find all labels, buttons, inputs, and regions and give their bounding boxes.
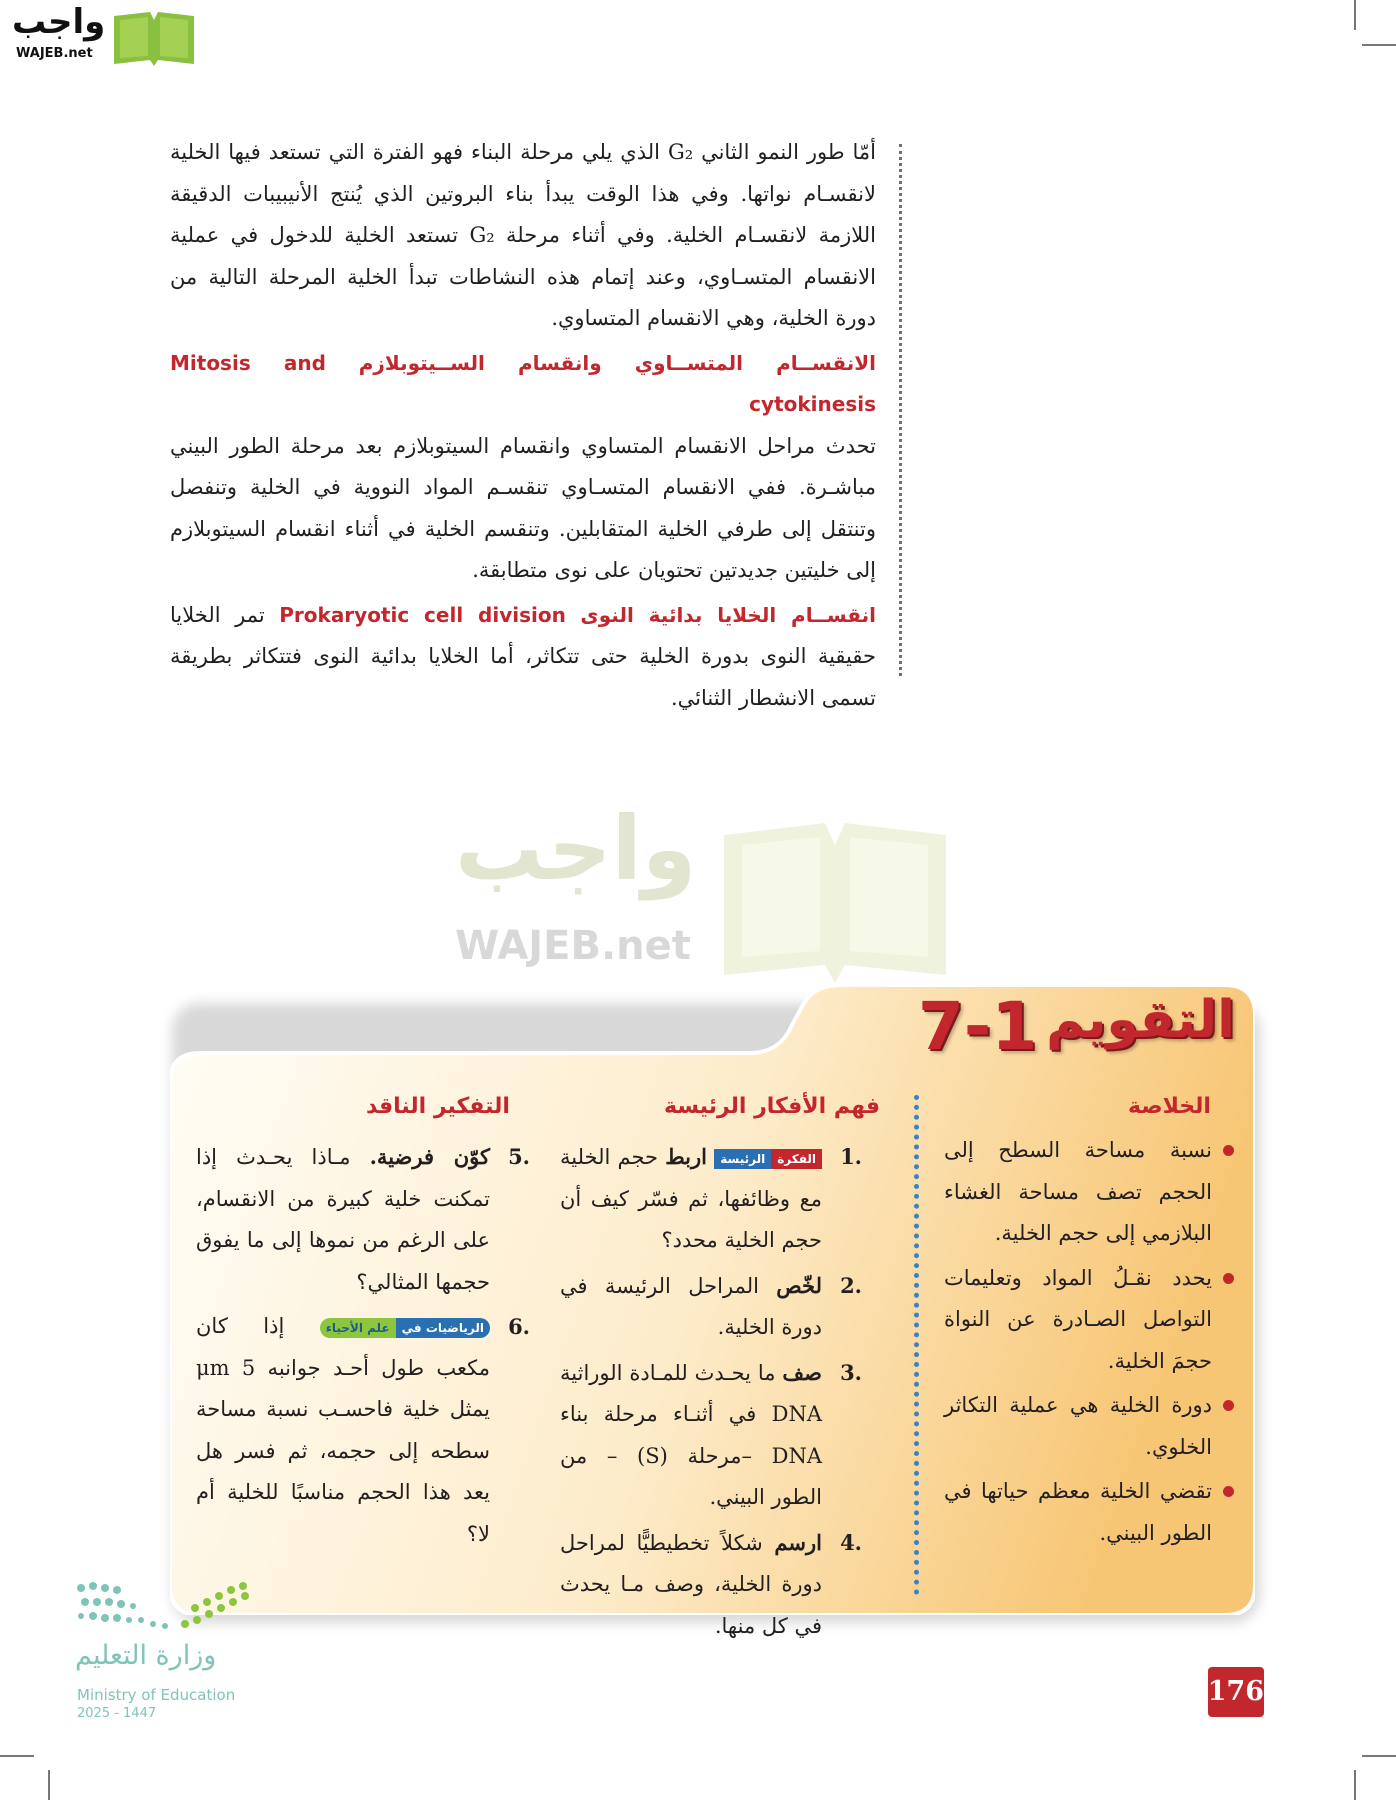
crop-mark [48,1770,50,1800]
badge-math: الرياضيات في [396,1318,490,1338]
mitosis-body: تحدث مراحل الانقسام المتساوي وانقسام السيتوبلازم بعد مرحلة الطور البيني مباشـرة. ففي الانقسام المتسـاوي تنقسـم المواد النووية في الخلية وتنفصل وتنتقل إلى طرفي الخلية المتقابلين. وتنقسم الخلية في أثناء انقسام السيتوبلازم إلى خليتين جديدتين تحتويان على نوى متطابقة. [170,433,876,582]
summary-list [944,1130,1232,1557]
crop-mark [0,1755,34,1757]
crop-mark [1354,0,1356,30]
wajeb-logo-english: WAJEB.net [16,46,93,61]
prokaryotic-heading-en: Prokaryotic cell division [279,602,566,627]
column-divider-dots [914,1095,919,1595]
summary-item: تقضي الخلية معظم حياتها في الطور البيني. [944,1471,1232,1554]
question-item: 6. الرياضيات فيعلم الأحياء إذا كان مكعب طول أحـد جوانبه 5 μm يمثل خلية فاحسـب نسبة مساحة سطحه إلى حجمه، ثم فسر هل يعد هذا الحجم مناسبًا للخلية أم لا؟ [196,1314,530,1546]
summary-item: يحدد نقـلُ المواد وتعليمات التواصل الصـادرة عن النواة حجمَ الخلية. [944,1258,1232,1383]
ministry-logo [75,1580,275,1730]
question-item: 1. الفكرةالرئيسة اربط حجم الخلية مع وظائفها، ثم فسّر كيف أن حجم الخلية محدد؟ [560,1144,862,1252]
critical-thinking-list [196,1136,530,1558]
question-item: 3. صف ما يحـدث للمـادة الوراثية DNA في أثنـاء مرحلة بناء DNA –مرحلة (S) – من الطور البيني. [560,1359,862,1509]
assessment-number: 7-1 [918,988,1038,1065]
crop-mark [1362,44,1396,46]
bullet-icon [1223,1400,1234,1411]
ministry-name-arabic: وزارة التعليم [75,1640,217,1671]
crop-mark [1362,1755,1396,1757]
main-ideas-heading: فهم الأفكار الرئيسة [664,1094,881,1119]
prokaryotic-body: تمر الخلايا حقيقية النوى بدورة الخلية حتى تتكاثر، أما الخلايا بدائية النوى فتتكاثر بطريقة تسمى الانشطار الثنائي. [170,602,876,710]
prokaryotic-section [170,595,876,720]
badge-main: الرئيسة [714,1149,771,1169]
main-text-column [170,132,876,722]
summary-item: نسبة مساحة السطح إلى الحجم تصف مساحة الغشاء البلازمي إلى حجم الخلية. [944,1130,1232,1255]
critical-thinking-heading: التفكير الناقد [366,1094,510,1119]
bullet-icon [1223,1145,1234,1156]
badge-biology: علم الأحياء [320,1318,396,1338]
column-divider [899,144,902,676]
bullet-icon [1223,1273,1234,1284]
badge-idea: الفكرة [771,1149,822,1169]
watermark-book-icon [720,815,950,985]
bullet-icon [1223,1486,1234,1497]
wajeb-logo[interactable] [10,2,190,68]
question-item: 4. ارسم شكلاً تخطيطيًّا لمراحل دورة الخلية، وصف مـا يحدث في كل منها. [560,1529,862,1638]
ministry-name-english: Ministry of Education [77,1686,236,1704]
watermark-english: WAJEB.net [455,923,691,969]
crop-mark [1354,1770,1356,1800]
ministry-dots-icon [75,1580,255,1636]
prokaryotic-heading-ar: انقســام الخلايا بدائية النوى [580,602,876,627]
question-item: 5. كوّن فرضية. مـاذا يحـدث إذا تمكنت خلية كبيرة من الانقسام، على الرغم من نموها إلى ما يفوق حجمها المثالي؟ [196,1144,530,1294]
main-ideas-list [560,1136,862,1650]
summary-heading: الخلاصة [1128,1094,1211,1119]
mitosis-section [170,343,876,592]
question-item: 2. لخّص المراحل الرئيسة في دورة الخلية. [560,1272,862,1339]
intro-paragraph: أمّا طور النمو الثاني G₂ الذي يلي مرحلة البناء فهو الفترة التي تستعد فيها الخلية لانقسـام نواتها. وفي هذا الوقت يبدأ بناء البروتين الذي يُنتج الأنيبيبات الدقيقة اللازمة لانقسـام الخلية. وفي أثناء مرحلة G₂ تستعد الخلية للدخول في عملية الانقسام المتسـاوي، وعند إتمام هذه النشاطات تبدأ الخلية المرحلة التالية من دورة الخلية، وهي الانقسام المتساوي. [170,140,876,330]
watermark-arabic: واجب [455,797,697,900]
wajeb-logo-arabic: واجب [12,2,106,42]
book-icon [110,8,198,68]
mitosis-heading-ar: الانقســام المتســاوي وانقسام الســيتوبلازم [358,350,876,375]
ministry-year: 2025 - 1447 [77,1706,157,1721]
summary-item: دورة الخلية هي عملية التكاثر الخلوي. [944,1385,1232,1468]
watermark [455,797,955,985]
mitosis-heading-en: Mitosis and cytokinesis [170,350,876,416]
page-number: 176 [1208,1667,1264,1717]
assessment-title: التقويم [1046,990,1235,1050]
